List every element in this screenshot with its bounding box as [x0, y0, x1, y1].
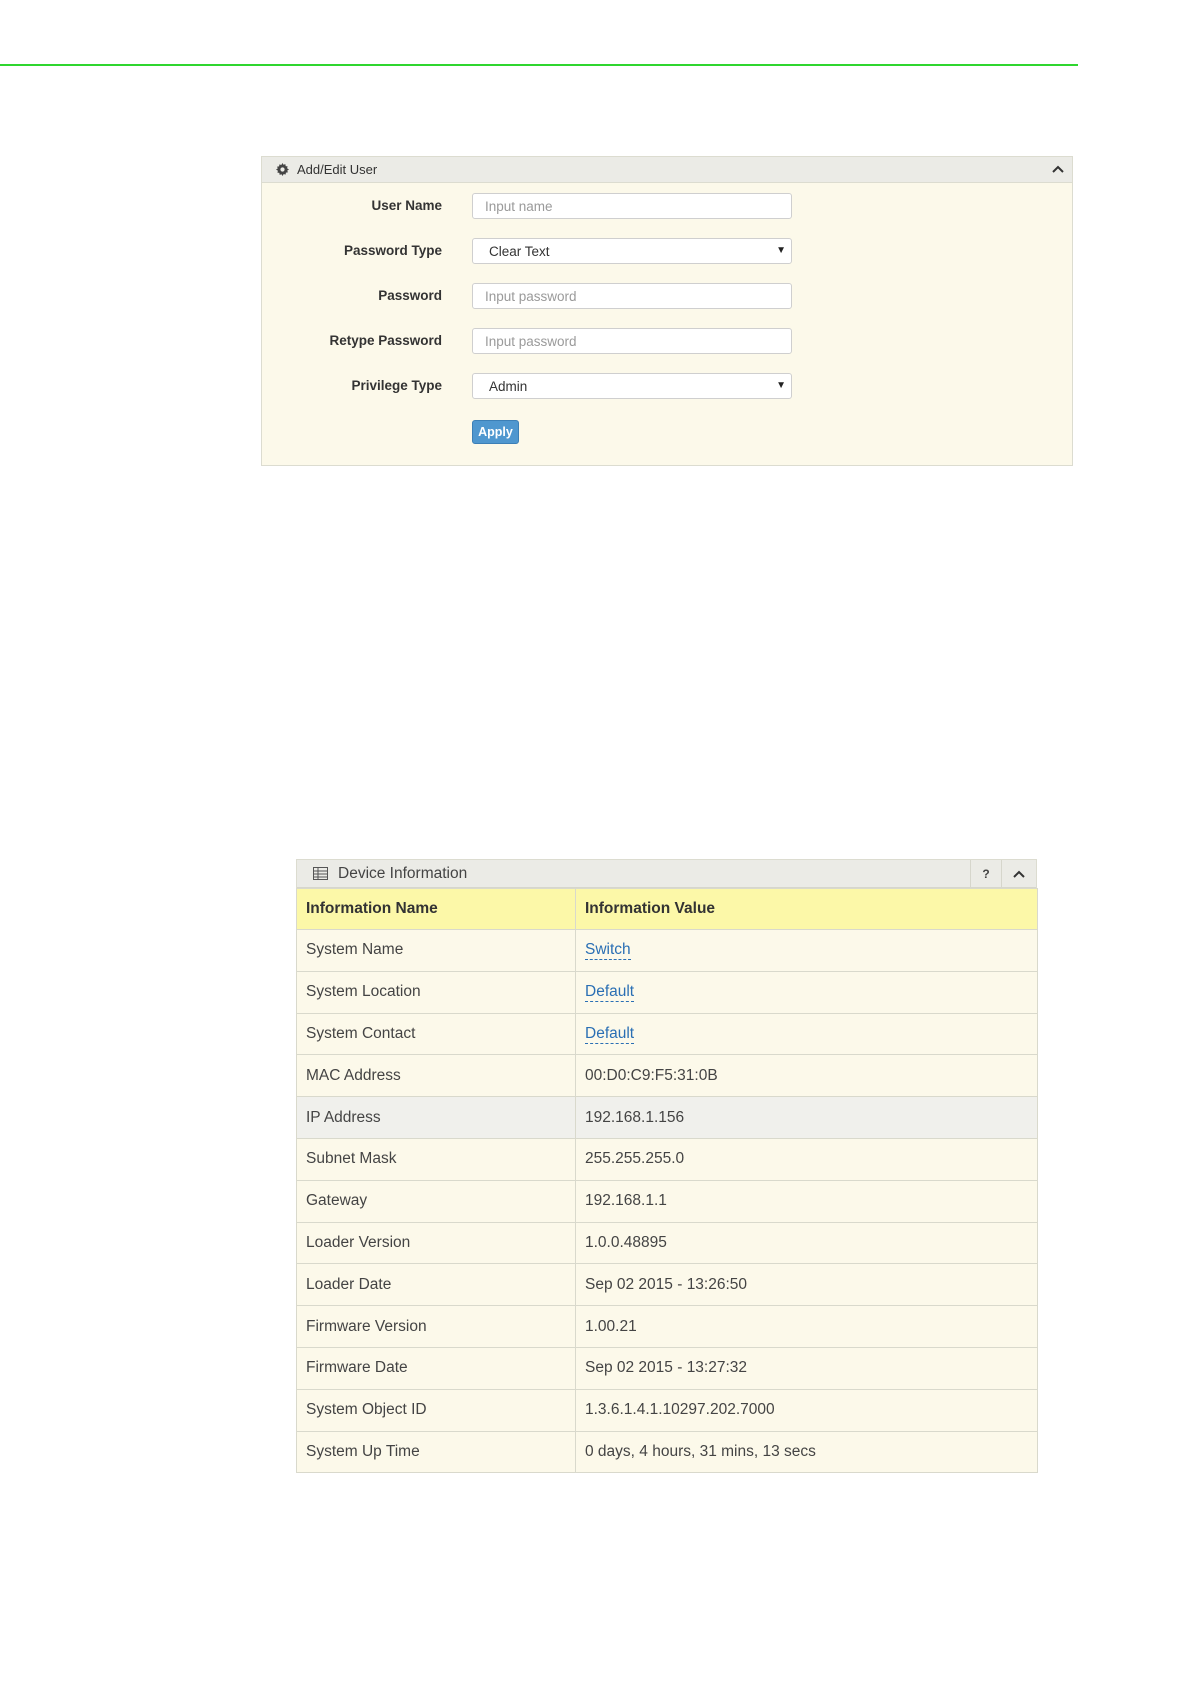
- info-value: 1.00.21: [576, 1306, 1038, 1348]
- chevron-up-icon: [1013, 870, 1025, 878]
- info-name: IP Address: [297, 1097, 576, 1139]
- gear-icon: [276, 163, 289, 176]
- privilege-type-row: [262, 373, 1072, 399]
- info-value: 1.3.6.1.4.1.10297.202.7000: [576, 1389, 1038, 1431]
- table-row: [297, 1138, 1038, 1180]
- password-row: [262, 283, 1072, 309]
- info-value: 00:D0:C9:F5:31:0B: [576, 1055, 1038, 1097]
- info-value: Sep 02 2015 - 13:27:32: [576, 1347, 1038, 1389]
- info-value: 0 days, 4 hours, 31 mins, 13 secs: [576, 1431, 1038, 1473]
- info-name: Gateway: [297, 1180, 576, 1222]
- apply-button[interactable]: Apply: [472, 420, 519, 444]
- info-name: Subnet Mask: [297, 1138, 576, 1180]
- privilege-type-value: Admin: [489, 378, 528, 394]
- info-value: 192.168.1.156: [576, 1097, 1038, 1139]
- password-type-row: [262, 238, 1072, 264]
- device-information-panel: [296, 859, 1037, 1471]
- info-name: Firmware Version: [297, 1306, 576, 1348]
- question-icon: ?: [982, 866, 990, 881]
- user-name-input[interactable]: [472, 193, 792, 219]
- info-name: MAC Address: [297, 1055, 576, 1097]
- info-name: System Up Time: [297, 1431, 576, 1473]
- privilege-type-select[interactable]: [472, 373, 792, 399]
- info-name: System Name: [297, 930, 576, 972]
- column-header: Information Value: [576, 889, 1038, 930]
- info-value: 255.255.255.0: [576, 1138, 1038, 1180]
- info-name: Loader Version: [297, 1222, 576, 1264]
- table-row: [297, 971, 1038, 1013]
- top-green-rule: [0, 64, 1078, 66]
- table-row: [297, 1013, 1038, 1055]
- chevron-up-icon: [1052, 165, 1064, 173]
- password-label: Password: [378, 288, 442, 303]
- dropdown-arrow-icon: ▼: [776, 245, 786, 256]
- collapse-button[interactable]: [1050, 161, 1066, 177]
- table-row: [297, 1097, 1038, 1139]
- info-value: 192.168.1.1: [576, 1180, 1038, 1222]
- table-row: [297, 1180, 1038, 1222]
- system-name-link[interactable]: Switch: [585, 941, 631, 959]
- retype-password-input[interactable]: [472, 328, 792, 354]
- info-name: System Object ID: [297, 1389, 576, 1431]
- add-edit-user-panel: [261, 156, 1073, 466]
- table-row: [297, 930, 1038, 972]
- table-header-row: [297, 889, 1038, 930]
- table-row: [297, 1264, 1038, 1306]
- info-value: [576, 971, 1038, 1013]
- table-row: [297, 1431, 1038, 1473]
- table-icon: [313, 867, 328, 880]
- info-name: Firmware Date: [297, 1347, 576, 1389]
- dropdown-arrow-icon: ▼: [776, 380, 786, 391]
- panel-title: Add/Edit User: [297, 162, 378, 177]
- password-input[interactable]: [472, 283, 792, 309]
- retype-password-label: Retype Password: [329, 333, 442, 348]
- device-information-table: [296, 888, 1038, 1473]
- device-information-header: [297, 860, 1036, 888]
- system-contact-link[interactable]: Default: [585, 1024, 635, 1042]
- table-row: [297, 1306, 1038, 1348]
- collapse-button[interactable]: [1001, 860, 1036, 887]
- system-location-link[interactable]: Default: [585, 983, 635, 1001]
- info-name: System Location: [297, 971, 576, 1013]
- table-row: [297, 1347, 1038, 1389]
- password-type-label: Password Type: [343, 243, 442, 258]
- info-value: 1.0.0.48895: [576, 1222, 1038, 1264]
- table-row: [297, 1389, 1038, 1431]
- help-button[interactable]: [970, 860, 1001, 887]
- password-type-value: Clear Text: [489, 243, 550, 259]
- info-value: [576, 930, 1038, 972]
- table-row: [297, 1055, 1038, 1097]
- info-name: Loader Date: [297, 1264, 576, 1306]
- retype-password-row: [262, 328, 1072, 354]
- panel-title: Device Information: [338, 864, 468, 882]
- user-name-label: User Name: [371, 198, 442, 213]
- password-type-select[interactable]: [472, 238, 792, 264]
- table-row: [297, 1222, 1038, 1264]
- info-value: Sep 02 2015 - 13:26:50: [576, 1264, 1038, 1306]
- info-value: [576, 1013, 1038, 1055]
- privilege-type-label: Privilege Type: [351, 378, 442, 393]
- add-edit-user-header: [262, 157, 1072, 183]
- info-name: System Contact: [297, 1013, 576, 1055]
- user-name-row: [262, 193, 1072, 219]
- column-header: Information Name: [297, 889, 576, 930]
